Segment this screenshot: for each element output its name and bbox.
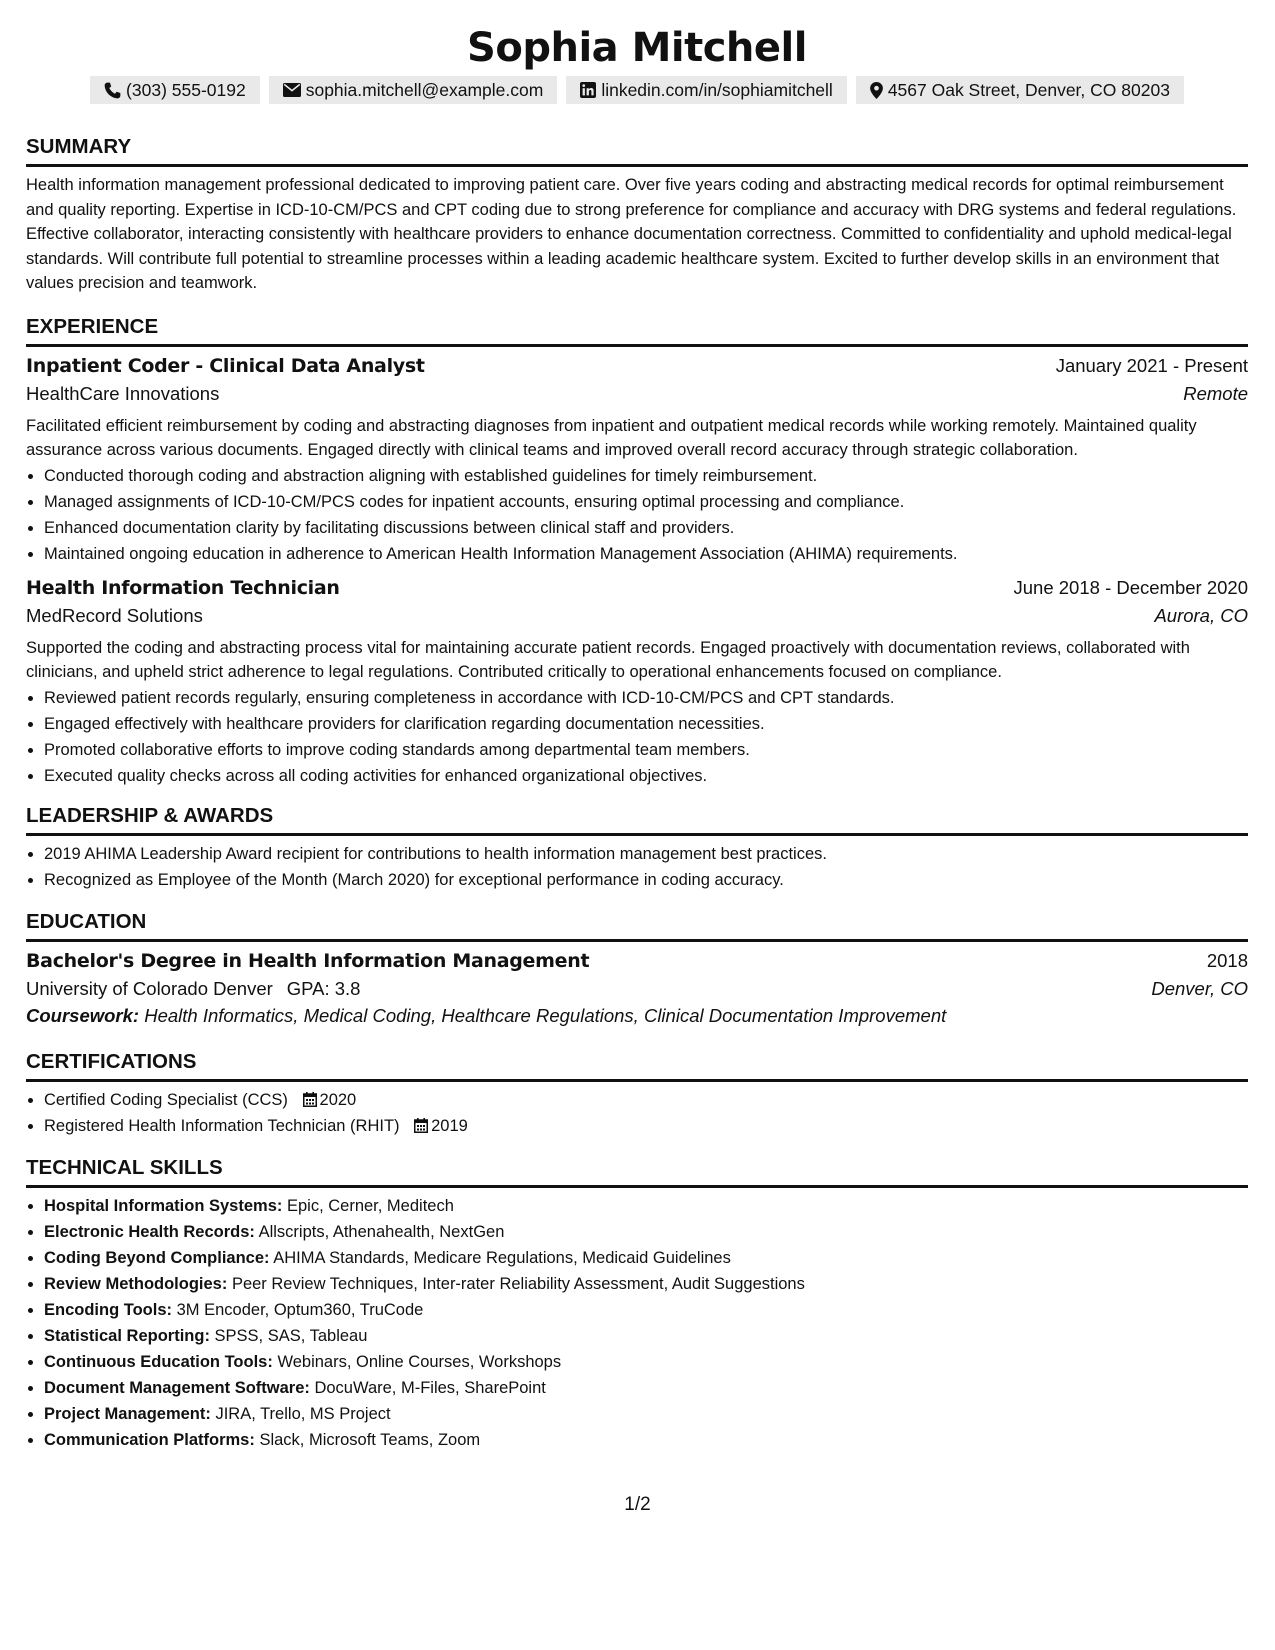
coursework-label: Coursework:	[26, 1004, 140, 1026]
job-bullets	[26, 685, 1248, 789]
certifications-list	[26, 1087, 1248, 1139]
skill-value: Epic, Cerner, Meditech	[286, 1196, 454, 1215]
summary-text: Health information management professional dedicated to improving patient care. Over five years coding and abstracting medical records for optimal reimbursement and quality reporting. Expertise in ICD-10-CM/PCS and CPT coding due to strong preference for compliance and accuracy with DRG systems and federal regulations. Effective collaborator, interacting consistently with healthcare providers to enhance documentation correctness. Committed to confidentiality and uphold medical-legal standards. Will contribute full potential to streamline processes within a leading academic healthcare system. Excited to further develop skills in an environment that values precision and teamwork.	[26, 176, 1237, 292]
list-item	[44, 1349, 1248, 1375]
list-item	[44, 1245, 1248, 1271]
job-company: HealthCare Innovations	[26, 382, 220, 404]
address-chip[interactable]	[856, 76, 1184, 104]
skills-section	[26, 1155, 1248, 1453]
list-item: • Maintained ongoing education in adherence to American Health Information Management Association (AHIMA) requirements.	[44, 541, 1248, 567]
skills-heading: TECHNICAL SKILLS	[26, 1155, 1248, 1188]
job-bullets	[26, 463, 1248, 567]
email-text: sophia.mitchell@example.com	[305, 80, 544, 100]
linkedin-text: linkedin.com/in/sophiamitchell	[601, 80, 833, 100]
list-item: • Managed assignments of ICD-10-CM/PCS codes for inpatient accounts, ensuring optimal processing and compliance.	[44, 489, 1248, 515]
list-item: • Recognized as Employee of the Month (March 2020) for exceptional performance in coding accuracy.	[44, 867, 1248, 893]
education-section	[26, 909, 1248, 1027]
experience-section	[26, 314, 1248, 789]
school-name: University of Colorado Denver	[26, 977, 273, 999]
skill-value: DocuWare, M-Files, SharePoint	[314, 1378, 546, 1397]
page-number: 1/2	[624, 1494, 651, 1515]
list-item: • Conducted thorough coding and abstraction aligning with established guidelines for timely reimbursement.	[44, 463, 1248, 489]
job-location: Remote	[1183, 382, 1248, 404]
coursework-list: Health Informatics, Medical Coding, Healthcare Regulations, Clinical Documentation Improvement	[144, 1004, 947, 1026]
list-item	[44, 1087, 1248, 1113]
resume-page	[26, 22, 1248, 1453]
cert-year: 2020	[319, 1090, 357, 1109]
skill-label: Continuous Education Tools:	[44, 1352, 273, 1371]
leadership-section	[26, 803, 1248, 893]
list-item	[44, 1193, 1248, 1219]
job-entry	[26, 577, 1248, 789]
map-pin-icon	[870, 82, 883, 99]
skill-label: Electronic Health Records:	[44, 1222, 255, 1241]
list-item	[44, 1401, 1248, 1427]
list-item	[44, 1271, 1248, 1297]
coursework	[26, 1005, 1248, 1027]
skill-value: 3M Encoder, Optum360, TruCode	[176, 1300, 424, 1319]
list-item	[44, 1113, 1248, 1139]
skill-label: Document Management Software:	[44, 1378, 310, 1397]
list-item	[44, 1219, 1248, 1245]
graduation-year: 2018	[1206, 949, 1248, 971]
experience-heading: EXPERIENCE	[26, 314, 1248, 347]
skill-label: Coding Beyond Compliance:	[44, 1248, 270, 1267]
gpa: GPA: 3.8	[286, 977, 361, 999]
email-chip[interactable]	[269, 76, 558, 104]
linkedin-icon	[580, 82, 596, 98]
phone-text: (303) 555-0192	[126, 80, 246, 100]
job-dates: June 2018 - December 2020	[1013, 576, 1248, 598]
phone-chip[interactable]	[90, 76, 260, 104]
education-entry	[26, 950, 1248, 1027]
cert-name: Registered Health Information Technician (RHIT)	[44, 1116, 400, 1135]
list-item	[44, 1427, 1248, 1453]
skill-label: Review Methodologies:	[44, 1274, 228, 1293]
education-heading: EDUCATION	[26, 909, 1248, 942]
job-dates: January 2021 - Present	[1055, 354, 1248, 376]
job-title: Inpatient Coder - Clinical Data Analyst	[26, 354, 425, 377]
calendar-icon	[414, 1118, 428, 1133]
cert-name: Certified Coding Specialist (CCS)	[44, 1090, 288, 1109]
leadership-heading: LEADERSHIP & AWARDS	[26, 803, 1248, 836]
skill-label: Statistical Reporting:	[44, 1326, 210, 1345]
summary-section	[26, 134, 1248, 296]
skill-label: Communication Platforms:	[44, 1430, 255, 1449]
cert-year: 2019	[431, 1116, 468, 1135]
list-item: • Engaged effectively with healthcare providers for clarification regarding documentation necessities.	[44, 711, 1248, 737]
skills-list	[26, 1193, 1248, 1453]
list-item	[44, 1375, 1248, 1401]
job-description: Facilitated efficient reimbursement by coding and abstracting diagnoses from inpatient and outpatient medical records while working remotely. Maintained quality assurance across various documents. Engaged directly with clinical teams and improved overall record accuracy through strategic collaboration.	[26, 416, 1197, 459]
phone-icon	[104, 82, 121, 99]
list-item: • Enhanced documentation clarity by facilitating discussions between clinical staff and providers.	[44, 515, 1248, 541]
skill-value: Webinars, Online Courses, Workshops	[277, 1352, 562, 1371]
address-text: 4567 Oak Street, Denver, CO 80203	[887, 80, 1170, 100]
skill-value: AHIMA Standards, Medicare Regulations, Medicaid Guidelines	[273, 1248, 731, 1267]
certifications-heading: CERTIFICATIONS	[26, 1049, 1248, 1082]
linkedin-chip[interactable]	[566, 76, 847, 104]
envelope-icon	[283, 83, 301, 97]
list-item: • 2019 AHIMA Leadership Award recipient for contributions to health information management best practices.	[44, 841, 1248, 867]
skill-value: Peer Review Techniques, Inter-rater Reliability Assessment, Audit Suggestions	[231, 1274, 805, 1293]
list-item	[44, 1323, 1248, 1349]
candidate-name: Sophia Mitchell	[467, 25, 807, 71]
summary-heading: SUMMARY	[26, 134, 1248, 167]
certifications-section	[26, 1049, 1248, 1139]
skill-value: Allscripts, Athenahealth, NextGen	[258, 1222, 505, 1241]
skill-label: Encoding Tools:	[44, 1300, 173, 1319]
job-title: Health Information Technician	[26, 576, 340, 599]
skill-value: JIRA, Trello, MS Project	[215, 1404, 391, 1423]
skill-value: Slack, Microsoft Teams, Zoom	[259, 1430, 481, 1449]
skill-value: SPSS, SAS, Tableau	[214, 1326, 368, 1345]
job-location: Aurora, CO	[1154, 604, 1248, 626]
school-location: Denver, CO	[1151, 977, 1248, 999]
list-item	[44, 1297, 1248, 1323]
list-item: • Promoted collaborative efforts to improve coding standards among departmental team members.	[44, 737, 1248, 763]
degree-title: Bachelor's Degree in Health Information Management	[26, 949, 590, 972]
job-entry	[26, 355, 1248, 567]
job-company: MedRecord Solutions	[26, 604, 203, 626]
skill-label: Project Management:	[44, 1404, 211, 1423]
contact-bar	[26, 76, 1248, 104]
list-item: • Reviewed patient records regularly, ensuring completeness in accordance with ICD-10-CM/PCS and CPT standards.	[44, 685, 1248, 711]
calendar-icon	[303, 1092, 317, 1107]
leadership-list	[26, 841, 1248, 893]
list-item: • Executed quality checks across all coding activities for enhanced organizational objectives.	[44, 763, 1248, 789]
skill-label: Hospital Information Systems:	[44, 1196, 283, 1215]
job-description: Supported the coding and abstracting process vital for maintaining accurate patient records. Engaged proactively with documentation reviews, collaborated with clinicians, and upheld strict adherence to legal regulations. Contributed critically to operational enhancements focused on compliance.	[26, 638, 1190, 681]
